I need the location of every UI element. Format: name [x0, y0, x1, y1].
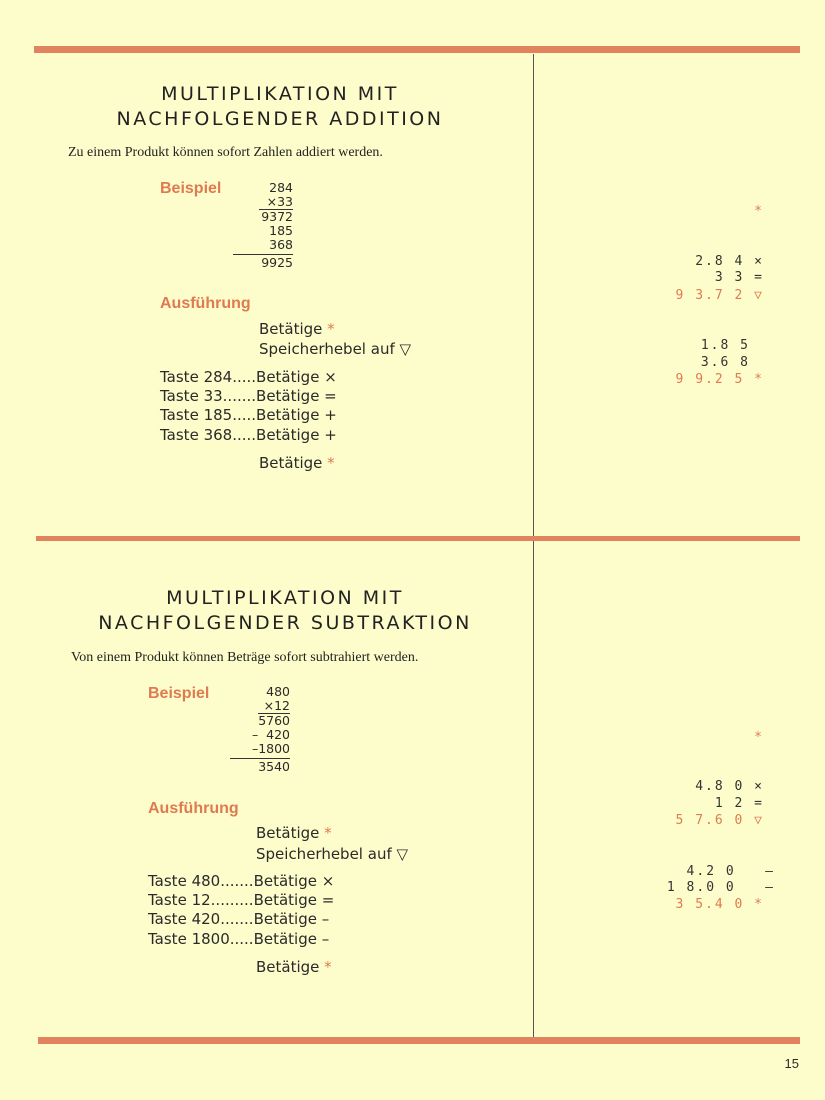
column-divider-top: [533, 54, 534, 536]
section1-title-line2: NACHFOLGENDER ADDITION: [116, 108, 444, 130]
middle-rule: [36, 536, 800, 541]
calc-result: 3540: [230, 758, 290, 774]
asterisk-symbol: *: [327, 320, 335, 338]
section1-tape-line: 3.6 8: [700, 355, 750, 370]
section2-title-line2: NACHFOLGENDER SUBTRAKTION: [98, 612, 472, 634]
section1-title: [60, 82, 500, 132]
section2-step: Taste 12.........Betätige =: [148, 891, 335, 909]
section2-intro: Von einem Produkt können Beträge sofort subtrahiert werden.: [71, 650, 419, 665]
section2-step: Betätige *: [256, 958, 332, 976]
section1-tape-line: 2.8 4 ×: [695, 254, 764, 269]
asterisk-symbol: *: [324, 824, 332, 842]
section2-tape-line: 4.8 0 ×: [695, 779, 764, 794]
section1-intro: Zu einem Produkt können sofort Zahlen addiert werden.: [68, 145, 383, 160]
calc-line: 284: [269, 180, 293, 195]
top-rule: [34, 46, 800, 53]
section2-tape-line: 1 8.0 0 –: [666, 880, 775, 895]
section1-calculation: [233, 181, 293, 270]
calc-line: ×12: [258, 699, 290, 714]
section1-tape-star: *: [754, 204, 764, 219]
section2-tape-line: 3 5.4 0 *: [675, 897, 764, 912]
section1-example-label: Beispiel: [160, 180, 222, 197]
section2-tape-line: 5 7.6 0 ▽: [675, 813, 764, 828]
section1-tape-line: 9 3.7 2 ▽: [675, 288, 764, 303]
section1-step: Taste 185.....Betätige +: [160, 406, 337, 424]
section1-step: Speicherhebel auf ▽: [259, 340, 412, 358]
section2-title-line1: MULTIPLIKATION MIT: [166, 587, 404, 609]
section2-step: Taste 1800.....Betätige –: [148, 930, 330, 948]
section1-step: Betätige *: [259, 454, 335, 472]
section1-step: Taste 284.....Betätige ×: [160, 368, 337, 386]
section1-title-line1: MULTIPLIKATION MIT: [161, 83, 399, 105]
section1-step: Betätige *: [259, 320, 335, 338]
calc-line: – 420: [251, 727, 290, 742]
section1-tape-line: 3 3 =: [714, 270, 764, 285]
section2-step: Taste 480.......Betätige ×: [148, 872, 335, 890]
section2-tape-line: 4.2 0 –: [686, 864, 775, 879]
section1-execution-label: Ausführung: [160, 295, 251, 312]
section1-tape-line: 1.8 5: [700, 338, 750, 353]
calc-line: –1800: [251, 741, 290, 756]
calc-line: 480: [266, 684, 290, 699]
section2-execution-label: Ausführung: [148, 800, 239, 817]
page-number: 15: [784, 1056, 799, 1071]
section2-tape-star: *: [754, 730, 764, 745]
section1-step: Taste 33.......Betätige =: [160, 387, 337, 405]
asterisk-symbol: *: [324, 958, 332, 976]
calc-line: 368: [269, 237, 293, 252]
section2-step: Betätige *: [256, 824, 332, 842]
section2-calculation: [230, 685, 290, 774]
section2-title: [50, 586, 520, 636]
calc-line: 9372: [261, 209, 293, 224]
section2-step: Taste 420.......Betätige –: [148, 910, 330, 928]
section2-tape-line: 1 2 =: [714, 796, 764, 811]
calc-line: 185: [269, 223, 293, 238]
section2-example-label: Beispiel: [148, 685, 210, 702]
bottom-rule: [38, 1037, 800, 1044]
section1-tape-line: 9 9.2 5 *: [675, 372, 764, 387]
section2-step: Speicherhebel auf ▽: [256, 845, 409, 863]
calc-line: 5760: [258, 713, 290, 728]
asterisk-symbol: *: [327, 454, 335, 472]
calc-result: 9925: [233, 254, 293, 270]
section1-step: Taste 368.....Betätige +: [160, 426, 337, 444]
column-divider-bottom: [533, 541, 534, 1037]
calc-line: ×33: [259, 195, 293, 210]
